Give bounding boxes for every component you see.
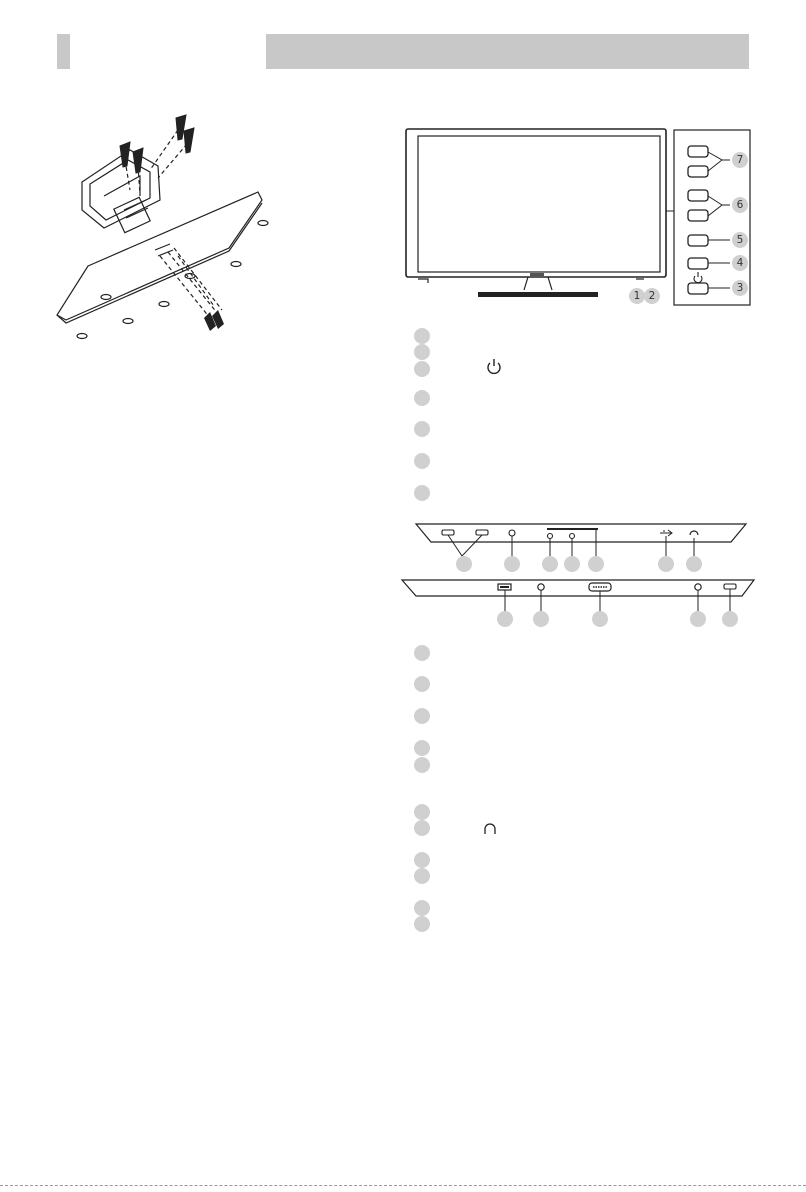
audio-jack-icon [570, 534, 575, 539]
list-bullet [414, 804, 430, 820]
dc-in-icon [538, 584, 544, 590]
list-bullet [414, 868, 430, 884]
headphone-icon [483, 822, 497, 836]
dc-in-icon [509, 530, 515, 536]
list-bullet [414, 852, 430, 868]
badge-2: 2 [648, 290, 656, 302]
hdmi-port-icon [442, 530, 454, 535]
headphone-icon [690, 531, 698, 535]
usb-icon [660, 530, 672, 536]
hdmi-port-icon [724, 584, 736, 589]
list-bullet [414, 676, 430, 692]
badge-1: 1 [633, 290, 641, 302]
list-bullet [414, 916, 430, 932]
badge-3: 3 [736, 282, 744, 294]
list-bullet [414, 900, 430, 916]
badge-5: 5 [736, 234, 744, 246]
hdmi-port-icon [476, 530, 488, 535]
badge-6: 6 [736, 199, 744, 211]
page-bottom-rule [0, 1185, 806, 1186]
badge-7: 7 [736, 154, 744, 166]
audio-jack-icon [548, 534, 553, 539]
list-bullet [414, 740, 430, 756]
list-bullet [414, 708, 430, 724]
list-bullet [414, 820, 430, 836]
badge-4: 4 [736, 257, 744, 269]
list-bullet [414, 757, 430, 773]
vga-port-icon [589, 583, 611, 591]
list-bullet [414, 645, 430, 661]
